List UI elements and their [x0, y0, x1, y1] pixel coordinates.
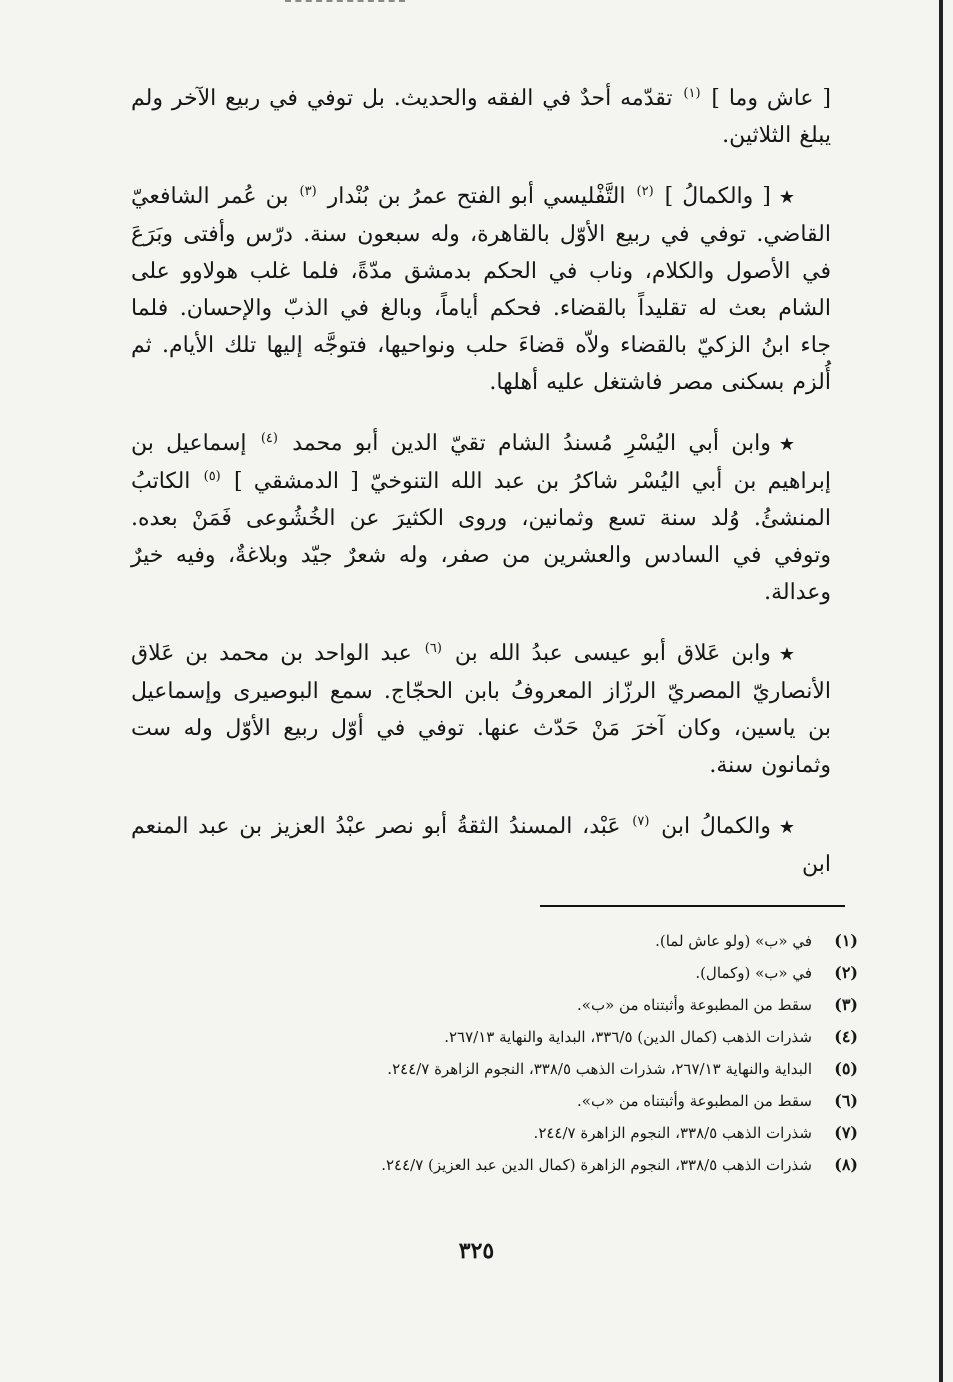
paragraph-text: بن عُمر الشافعيّ القاضي. توفي في ربيع الأوّل بالقاهرة، وله سبعون سنة. درّس وأفتى وبَرَعَ في الأصول والكلام، وناب في الحكم بدمشق مدّةً، فلما غلب هولاوو على الشام بعث له تقليداً بالقضاء. فحكم أياماً، وبالغ في الذبّ والإحسان. فلما جاء ابنُ الزكيّ بالقضاء ولاّه قضاءَ حلب ونواحيها، فتوجَّه إليها تلك الأيام. ثم أُلزم بسكنى مصر فاشتغل عليه أهلها.: [131, 184, 831, 395]
footnote-reference: (٤): [260, 430, 278, 446]
footnote-text: شذرات الذهب ٣٣٨/٥، النجوم الزاهرة ٢٤٤/٧.: [533, 1124, 812, 1142]
scan-edge-shadow: [939, 0, 943, 1382]
footnote-text: البداية والنهاية ٢٦٧/١٣، شذرات الذهب ٣٣٨/٥، النجوم الزاهرة ٢٤٤/٧.: [387, 1060, 812, 1078]
footnotes-list: [218, 925, 858, 1181]
star-bullet-icon: ★: [778, 644, 795, 665]
paragraph-text: التَّفْليسي أبو الفتح عمرُ بن بُنْدار: [318, 184, 635, 209]
paragraph-text: عبد الواحد بن محمد بن عَلاق الأنصاريّ المصريّ الرزّاز المعروفُ بابن الحجّاج. سمع البوصيرى وإسماعيل بن ياسين، وكان آخرَ مَنْ حَدّث عنها. توفي في أوّل ربيع الأوّل وله ست وثمانون سنة.: [131, 641, 831, 778]
footnote-reference: (٢): [636, 183, 654, 199]
paragraph-text: تقدّمه أحدٌ في الفقه والحديث. بل توفي في ربيع الآخر ولم يبلغ الثلاثين.: [131, 86, 831, 148]
paragraph-text: وابن أبي اليُسْرِ مُسندُ الشام تقيّ الدين أبو محمد: [279, 431, 771, 456]
footnote-number: (٣): [834, 995, 858, 1014]
footnote-text: سقط من المطبوعة وأثبتناه من «ب».: [577, 996, 812, 1014]
paragraph-text: عَبْد، المسندُ الثقةُ أبو نصر عبْدُ العزيز بن عبد المنعم ابن: [131, 814, 831, 877]
scan-artifact-dashes: [285, 0, 405, 2]
star-bullet-icon: ★: [778, 434, 795, 455]
page-number: ٣٢٥: [458, 1238, 495, 1264]
footnote-number: (٦): [834, 1091, 858, 1110]
footnote-number: (٤): [834, 1027, 858, 1046]
paragraph: [131, 808, 831, 883]
footnote-number: (٢): [834, 963, 858, 982]
footnote-item: [218, 957, 858, 989]
footnote-reference: (١): [683, 85, 701, 101]
footnote-number: (٧): [834, 1123, 858, 1142]
main-text: [131, 80, 831, 907]
paragraph-text: [ والكمالُ ]: [655, 184, 771, 209]
footnote-text: في «ب» (وكمال).: [695, 964, 812, 982]
star-bullet-icon: ★: [778, 817, 796, 838]
footnote-text: في «ب» (ولو عاش لما).: [655, 932, 812, 950]
footnote-text: شذرات الذهب ٣٣٨/٥، النجوم الزاهرة (كمال الدين عبد العزيز) ٢٤٤/٧.: [381, 1156, 812, 1174]
footnote-number: (٨): [834, 1155, 858, 1174]
paragraph: [131, 635, 831, 784]
paragraph-text: والكمالُ ابن: [651, 814, 771, 839]
footnote-number: (١): [834, 931, 858, 950]
footnote-reference: (٥): [203, 468, 221, 484]
footnote-text: شذرات الذهب (كمال الدين) ٣٣٦/٥، البداية والنهاية ٢٦٧/١٣.: [444, 1028, 812, 1046]
paragraph: [131, 178, 831, 401]
paragraph: [131, 80, 831, 154]
footnote-item: [218, 925, 858, 957]
footnote-item: [218, 1085, 858, 1117]
footnote-item: [218, 1149, 858, 1181]
footnote-reference: (٧): [632, 813, 650, 829]
footnote-number: (٥): [834, 1059, 858, 1078]
paragraph: [131, 425, 831, 611]
footnote-separator: [540, 905, 845, 907]
star-bullet-icon: ★: [778, 187, 795, 208]
footnote-text: سقط من المطبوعة وأثبتناه من «ب».: [577, 1092, 812, 1110]
paragraph-text: [ عاش وما ]: [702, 86, 831, 111]
footnote-item: [218, 1053, 858, 1085]
footnote-reference: (٣): [299, 183, 317, 199]
footnote-reference: (٦): [424, 640, 442, 656]
paragraph-text: إسماعيل بن إبراهيم بن أبي اليُسْر شاكرُ بن عبد الله التنوخيّ [ الدمشقي ]: [131, 431, 831, 494]
footnote-item: [218, 989, 858, 1021]
footnote-item: [218, 1117, 858, 1149]
paragraph-text: وابن عَلاق أبو عيسى عبدُ الله بن: [443, 641, 771, 666]
paragraph-text: الكاتبُ المنشئُ. وُلد سنة تسع وثمانين، وروى الكثيرَ عن الخُشُوعى فَمَنْ بعده. وتوفي في السادس والعشرين من صفر، وله شعرٌ جيّد وبلاغةٌ، وفيه خيرٌ وعدالة.: [131, 469, 831, 605]
footnote-item: [218, 1021, 858, 1053]
